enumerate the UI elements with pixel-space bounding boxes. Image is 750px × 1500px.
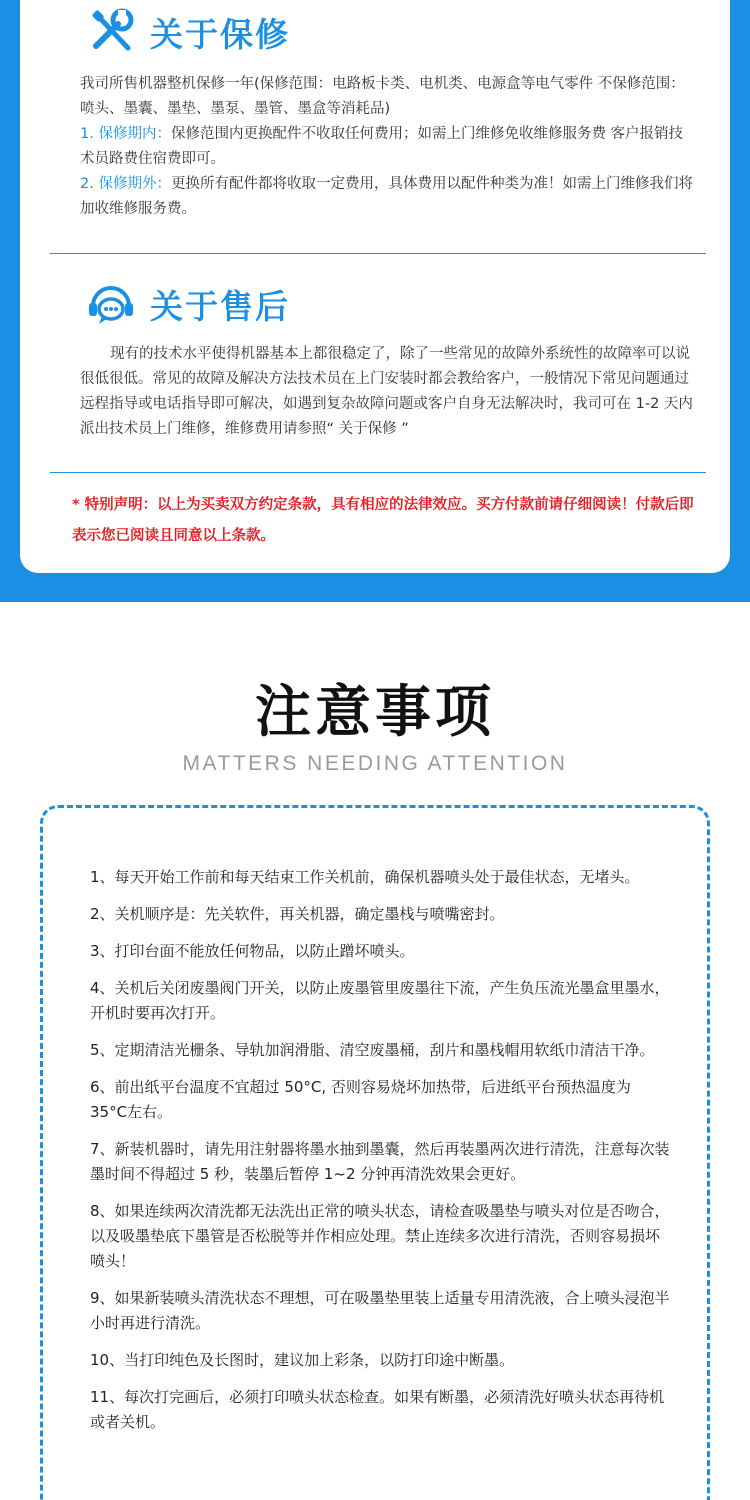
list-item: 11、每次打完画后，必须打印喷头状态检查。如果有断墨，必须清洗好喷头状态再待机或者关机。 [90,1388,665,1431]
warranty-title: 关于保修 [150,14,290,54]
warranty-item-1-text: 保修范围内更换配件不收取任何费用；如需上门维修免收维修服务费 客户报销技术员路费住宿费即可。 [80,126,684,167]
list-item: 1、每天开始工作前和每天结束工作关机前，确保机器喷头处于最佳状态，无堵头。 [90,868,640,886]
section-divider [50,472,706,473]
list-item: 10、当打印纯色及长图时，建议加上彩条，以防打印途中断墨。 [90,1351,515,1369]
warranty-item-1 [80,122,695,172]
warranty-item-1-label: 1. 保修期内： [80,126,171,142]
list-item: 7、新装机器时，请先用注射器将墨水抽到墨囊，然后再装墨两次进行清洗，注意每次装墨时间不得超过 5 秒，装墨后暂停 1~2 分钟再清洗效果会更好。 [90,1140,670,1183]
attention-list [90,865,670,1447]
warranty-item-2-text: 更换所有配件都将收取一定费用，具体费用以配件种类为准！如需上门维修我们将加收维修服务费。 [80,176,693,217]
warranty-item-2 [80,172,695,222]
list-item: 8、如果连续两次清洗都无法洗出正常的喷头状态，请检查吸墨垫与喷头对位是否吻合，以及吸墨垫底下墨管是否松脱等并作相应处理。禁止连续多次进行清洗，否则容易损坏喷头！ [90,1202,670,1270]
warranty-heading [88,8,290,56]
list-item: 4、关机后关闭废墨阀门开关，以防止废墨管里废墨往下流，产生负压流光墨盒里墨水，开机时要再次打开。 [90,979,670,1022]
warranty-intro: 我司所售机器整机保修一年(保修范围：电路板卡类、电机类、电源盒等电气零件 不保修范围：喷头、墨囊、墨垫、墨泵、墨管、墨盒等消耗品) [80,76,685,117]
list-item: 3、打印台面不能放任何物品，以防止蹭坏喷头。 [90,942,415,960]
special-notice: * 特别声明：以上为买卖双方约定条款，具有相应的法律效应。买方付款前请仔细阅读！付款后即表示您已阅读且同意以上条款。 [72,497,694,544]
attention-title: 注意事项 [255,680,495,745]
headset-chat-icon [86,280,136,328]
after-sales-heading [86,280,290,328]
list-item: 2、关机顺序是：先关软件，再关机器，确定墨栈与喷嘴密封。 [90,905,505,923]
list-item: 6、前出纸平台温度不宜超过 50°C, 否则容易烧坏加热带，后进纸平台预热温度为 35°C左右。 [90,1078,631,1121]
after-sales-text: 现有的技术水平使得机器基本上都很稳定了，除了一些常见的故障外系统性的故障率可以说很低很低。常见的故障及解决方法技术员在上门安装时都会教给客户，一般情况下常见问题通过远程指导或电话指导即可解决，如遇到复杂故障问题或客户自身无法解决时，我司可在 1-2 天内派出技术员上门维修，维修费用请参照“ 关于保修 ” [80,346,693,437]
after-sales-title: 关于售后 [150,286,290,326]
list-item: 5、定期清洁光栅条、导轨加润滑脂、清空废墨桶，刮片和墨栈帽用软纸巾清洁干净。 [90,1041,655,1059]
section-divider [50,253,706,254]
wrench-screwdriver-icon [88,8,136,56]
attention-subtitle: MATTERS NEEDING ATTENTION [182,752,568,775]
warranty-item-2-label: 2. 保修期外： [80,176,171,192]
list-item: 9、如果新装喷头清洗状态不理想，可在吸墨垫里装上适量专用清洗液，合上喷头浸泡半小时再进行清洗。 [90,1289,670,1332]
